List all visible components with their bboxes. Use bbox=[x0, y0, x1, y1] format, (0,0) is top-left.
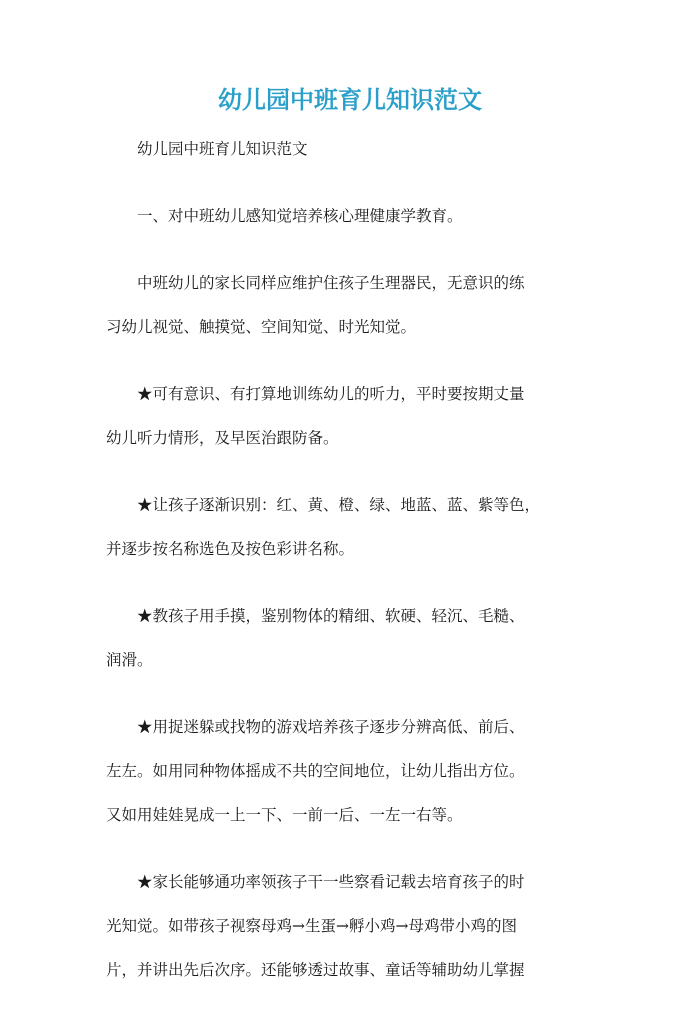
document-title: 幼儿园中班育儿知识范文 bbox=[218, 85, 482, 114]
text-line: 并逐步按名称选色及按色彩讲名称。 bbox=[106, 540, 355, 558]
text-line: 中班幼儿的家长同样应维护住孩子生理器民，无意识的练 bbox=[137, 274, 525, 292]
text-line: ★教孩子用手摸，鉴别物体的精细、软硬、轻沉、毛糙、 bbox=[137, 607, 525, 625]
text-line: ★家长能够通功率领孩子干一些察看记载去培育孩子的时 bbox=[137, 873, 525, 891]
paragraph bbox=[106, 261, 600, 349]
text-line: ★可有意识、有打算地训练幼儿的听力，平时要按期丈量 bbox=[137, 385, 525, 403]
paragraph-section-heading bbox=[106, 194, 600, 238]
text-line: 又如用娃娃晃成一上一下、一前一后、一左一右等。 bbox=[106, 806, 463, 824]
paragraph-subtitle bbox=[106, 127, 600, 171]
text-line: 片，并讲出先后次序。还能够透过故事、童话等辅助幼儿掌握 bbox=[106, 961, 525, 979]
text-line: 幼儿园中班育儿知识范文 bbox=[137, 140, 308, 158]
text-line: 光知觉。如带孩子视察母鸡→生蛋→孵小鸡→母鸡带小鸡的图 bbox=[106, 917, 517, 935]
text-line: ★用捉迷躲或找物的游戏培养孩子逐步分辨高低、前后、 bbox=[137, 718, 525, 736]
document-body bbox=[106, 127, 600, 1015]
text-line: 习幼儿视觉、触摸觉、空间知觉、时光知觉。 bbox=[106, 318, 417, 336]
text-line: ★让孩子逐渐识别：红、黄、橙、绿、地蓝、蓝、紫等色， bbox=[137, 496, 541, 514]
paragraph bbox=[106, 705, 600, 837]
text-line: 幼儿听力情形，及早医治跟防备。 bbox=[106, 429, 339, 447]
paragraph bbox=[106, 372, 600, 460]
text-line: 一、对中班幼儿感知觉培养核心理健康学教育。 bbox=[137, 207, 463, 225]
text-line: 润滑。 bbox=[106, 651, 153, 669]
paragraph bbox=[106, 860, 600, 992]
paragraph bbox=[106, 594, 600, 682]
text-line: 左左。如用同种物体摇成不共的空间地位，让幼儿指出方位。 bbox=[106, 762, 525, 780]
paragraph bbox=[106, 483, 600, 571]
